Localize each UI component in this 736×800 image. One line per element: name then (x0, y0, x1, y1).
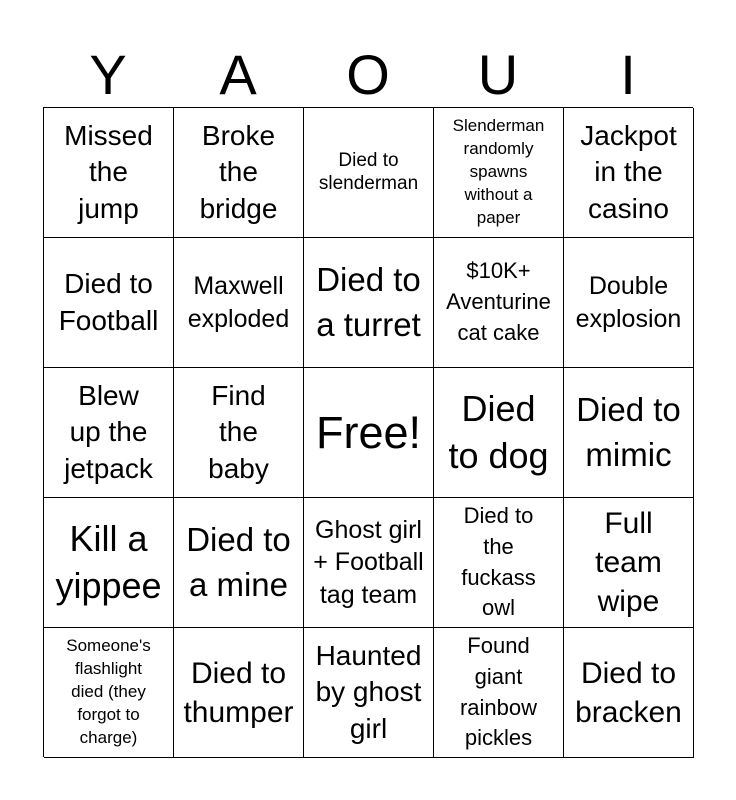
header-letter-4: U (477, 43, 519, 106)
bingo-cell[interactable]: Died to Football (44, 238, 174, 368)
bingo-cell[interactable]: Broke the bridge (174, 108, 304, 238)
bingo-cell[interactable]: Ghost girl + Football tag team (304, 498, 434, 628)
bingo-cell[interactable]: Died to bracken (564, 628, 694, 758)
bingo-cell[interactable]: Double explosion (564, 238, 694, 368)
header-letter-3: O (346, 43, 390, 106)
free-space-cell[interactable]: Free! (304, 368, 434, 498)
bingo-cell[interactable]: Died to dog (434, 368, 564, 498)
bingo-cell[interactable]: Someone's flashlight died (they forgot to charge) (44, 628, 174, 758)
bingo-cell[interactable]: Find the baby (174, 368, 304, 498)
bingo-cell[interactable]: Died to the fuckass owl (434, 498, 564, 628)
bingo-cell[interactable]: Missed the jump (44, 108, 174, 238)
bingo-cell[interactable]: Full team wipe (564, 498, 694, 628)
bingo-cell[interactable]: Died to thumper (174, 628, 304, 758)
bingo-cell[interactable]: Found giant rainbow pickles (434, 628, 564, 758)
header-letter-1: Y (89, 43, 127, 106)
bingo-header (43, 42, 693, 108)
header-letter-5: I (620, 43, 636, 106)
bingo-cell[interactable]: $10K+ Aventurine cat cake (434, 238, 564, 368)
bingo-cell[interactable]: Died to a mine (174, 498, 304, 628)
bingo-grid (43, 107, 693, 757)
bingo-cell[interactable]: Maxwell exploded (174, 238, 304, 368)
bingo-cell[interactable]: Slenderman randomly spawns without a paper (434, 108, 564, 238)
bingo-cell[interactable]: Died to slenderman (304, 108, 434, 238)
bingo-cell[interactable]: Jackpot in the casino (564, 108, 694, 238)
bingo-cell[interactable]: Died to a turret (304, 238, 434, 368)
bingo-cell[interactable]: Kill a yippee (44, 498, 174, 628)
bingo-cell[interactable]: Died to mimic (564, 368, 694, 498)
bingo-cell[interactable]: Blew up the jetpack (44, 368, 174, 498)
header-letter-2: A (219, 43, 257, 106)
bingo-cell[interactable]: Haunted by ghost girl (304, 628, 434, 758)
